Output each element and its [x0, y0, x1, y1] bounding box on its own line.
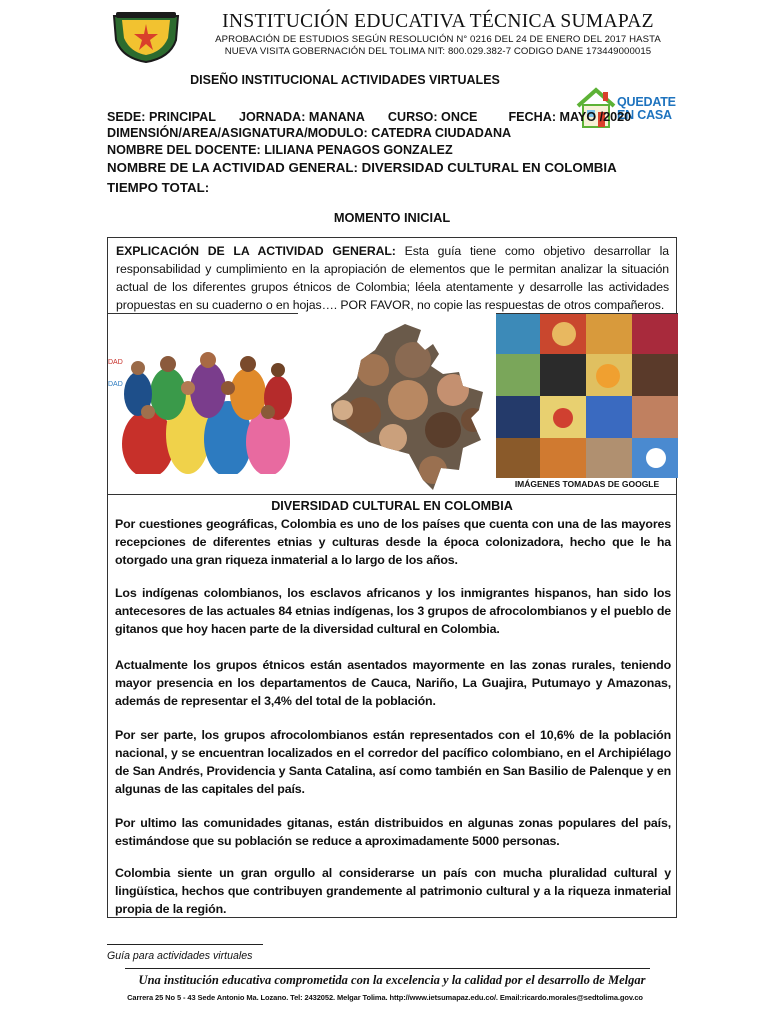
colombia-map-image — [313, 320, 491, 492]
meta-tiempo: TIEMPO TOTAL: — [107, 180, 210, 195]
footer-address: Carrera 25 No 5 - 43 Sede Antonio Ma. Lozano. Tel: 2432052. Melgar Tolima. http://www.ietsumapaz.edu.co/. Email:ricardo.morales@sedtolima.gov.co — [127, 993, 643, 1002]
activity-box — [107, 237, 677, 918]
meta-jornada: JORNADA: MANANA — [238, 110, 365, 124]
meta-sede: SEDE: PRINCIPAL — [107, 110, 216, 124]
ethnic-groups-people-image — [108, 324, 298, 482]
meta-curso: CURSO: ONCE — [387, 110, 478, 124]
paragraph-6: Colombia siente un gran orgullo al considerarse un país con mucha pluralidad cultural y lingüística, hechos que contribuyen grandemente al patrimonio cultural y a la riqueza inmaterial propia de la región. — [115, 866, 671, 916]
explanation-label: EXPLICACIÓN DE LA ACTIVIDAD GENERAL: — [116, 244, 396, 258]
footer-label: Guía para actividades virtuales — [107, 950, 253, 962]
divider — [108, 313, 298, 314]
culture-collage-image — [496, 314, 678, 478]
document-header — [0, 0, 768, 72]
paragraph-5: Por ultimo las comunidades gitanas, están distribuidos en algunas zonas populares del país, estimándose que su población se reduce a aproximadamente 5000 personas. — [115, 816, 671, 848]
activity-explanation — [116, 242, 669, 314]
meta-actividad: NOMBRE DE LA ACTIVIDAD GENERAL: DIVERSIDAD CULTURAL EN COLOMBIA — [107, 160, 617, 175]
paragraph-4: Por ser parte, los grupos afrocolombianos están representados con el 10,6% de la población nacional, y se encuentran localizados en el corredor del pacífico colombiano, en el Archipiélago de San Andrés, Providencia y Santa Catalina, así como también en San Basilio de Palenque y en algunas de las capitales del país. — [115, 728, 671, 796]
divider — [108, 494, 676, 495]
paragraph-2: Los indígenas colombianos, los esclavos africanos y los inmigrantes hispanos, han sido los antecesores de las actuales 84 etnias indígenas, los 3 grupos de afrocolombianos y el pueblo de gitanos que hoy hacen parte de la diversidad cultural en Colombia. — [115, 586, 671, 636]
moment-title: MOMENTO INICIAL — [333, 210, 451, 225]
footer-rule — [125, 968, 650, 969]
stay-home-text: QUEDATE EN CASA — [617, 95, 676, 122]
image-fragment-text: DAD — [108, 381, 123, 388]
image-fragment-text: DAD — [108, 359, 123, 366]
paragraph-3: Actualmente los grupos étnicos están asentados mayormente en las zonas rurales, teniendo mayor presencia en los departamentos de Cauca, Nariño, La Guajira, Putumayo y Amazonas, además de representar el 3,4% del total de la población. — [115, 658, 671, 708]
meta-row-1 — [107, 109, 631, 125]
section-title: DIVERSIDAD CULTURAL EN COLOMBIA — [271, 499, 513, 513]
design-title: DISEÑO INSTITUCIONAL ACTIVIDADES VIRTUALES — [190, 73, 500, 87]
meta-dimension: DIMENSIÓN/AREA/ASIGNATURA/MODULO: CATEDRA CIUDADANA — [107, 126, 512, 140]
paragraph-1: Por cuestiones geográficas, Colombia es uno de los países que cuenta con una de las mayores recepciones de diferentes etnias y culturas desde la época colonizadora, hecho que le ha otorgado una gran riqueza inmaterial a lo largo de los años. — [115, 517, 671, 567]
explanation-text: Esta guía tiene como objetivo desarrollar la responsabilidad y cumplimiento en la apropiación de elementos que le permitan analizar la situación actual de los diferentes grupos étnicos de Colombia; léela atentamente y desarrolle las actividades propuestas en su cuaderno o en hojas…. POR FAVOR, no copie las respuestas de otros compañeros. — [116, 244, 669, 312]
meta-docente: NOMBRE DEL DOCENTE: LILIANA PENAGOS GONZALEZ — [107, 143, 453, 157]
image-caption: IMÁGENES TOMADAS DE GOOGLE — [514, 479, 660, 489]
institution-crest-logo — [110, 10, 182, 64]
institution-name: INSTITUCIÓN EDUCATIVA TÉCNICA SUMAPAZ — [222, 11, 654, 32]
meta-fecha: FECHA: MAYO /2020 — [508, 110, 632, 124]
institution-approval-line: APROBACIÓN DE ESTUDIOS SEGÚN RESOLUCIÓN N° 0216 DEL 24 DE ENERO DEL 2017 HASTA — [215, 34, 661, 45]
footer-rule — [107, 944, 263, 945]
footer-motto: Una institución educativa comprometida con la excelencia y la calidad por el desarrollo de Melgar — [138, 973, 646, 987]
institution-nit-line: NUEVA VISITA GOBERNACIÓN DEL TOLIMA NIT: 800.029.382-7 CODIGO DANE 173449000015 — [224, 46, 652, 57]
